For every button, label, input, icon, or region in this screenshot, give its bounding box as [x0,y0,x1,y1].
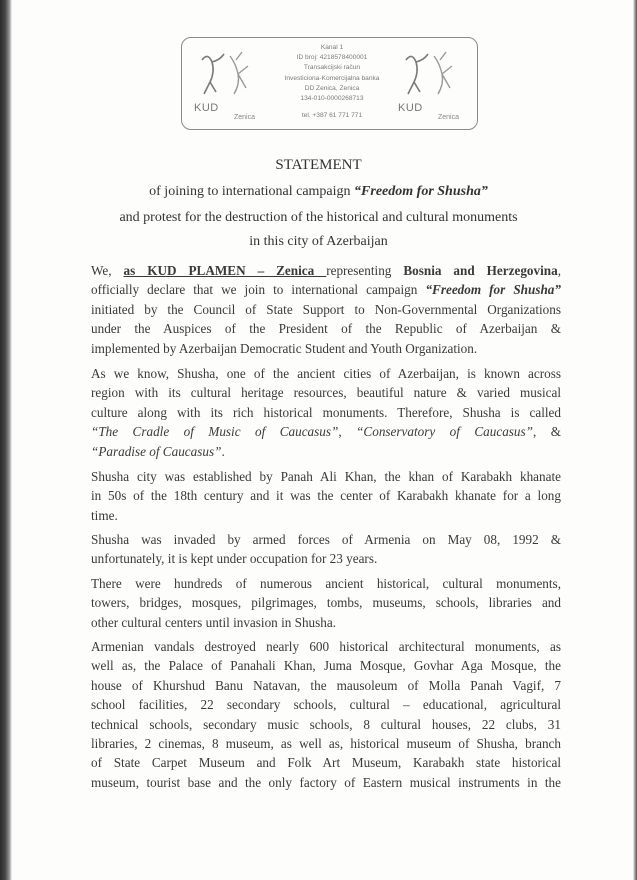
document-title: STATEMENT [275,157,362,173]
text-line: region with its cultural heritage resources, beautiful nature & varied musical [91,385,561,401]
text-line [91,422,561,441]
text: officially declare that we join to international campaign [91,282,426,298]
subtitle-line-1 [0,184,637,200]
stamp-line: Investiciona-Komercijalna banka [284,74,380,82]
text: representing [326,263,404,278]
stamp-text [267,43,397,121]
text-line: time. [91,507,118,523]
subtitle-line-3: in this city of Azerbaijan [249,234,388,249]
paragraph-shusha-culture [91,364,561,461]
text-line: house of Khurshud Banu Natavan, the mausoleum of Molla Panah Vagif, 7 [91,677,561,693]
stamp-line: DD Zenica, Zenica [304,84,360,92]
text-line: of State Carpet Museum and Folk Art Museum, Karabakh state historical [91,755,561,771]
text-line: in 50s of the 18th century and it was the center of Karabakh khanate for a long [91,488,561,504]
campaign-name: “Freedom for Shusha” [354,184,488,199]
text-line: implemented by Azerbaijan Democratic Student and Youth Organization. [91,340,478,356]
text-line: libraries, 2 cinemas, 8 museum, as well as, historical museum of Shusha, branch [91,736,561,752]
paragraph-history [91,467,561,525]
stamp-line: Kanal 1 [320,44,344,51]
text-line: other cultural centers until invasion in Shusha. [91,614,337,630]
text-line: Armenian vandals destroyed nearly 600 historical architectural monuments, as [91,639,561,654]
text: . [221,443,225,459]
text-line [91,261,561,280]
logo-city-text: Zenica [438,114,460,121]
paragraph-declaration [91,261,561,358]
text-line [91,442,561,461]
campaign-name: “Freedom for Shusha” [425,282,561,298]
text: , & [533,424,561,440]
paragraph-destruction [91,637,561,792]
stamp-line: Transakcijski račun [303,64,361,72]
text: , [557,263,562,278]
epithet: “The Cradle of Music of Caucasus” [91,424,339,440]
text-line: unfortunately, it is kept under occupation for 23 years. [91,551,378,567]
logo-kud-text: KUD [194,102,219,114]
subtitle-line-2: and protest for the destruction of the historical and cultural monuments [119,210,518,225]
kud-logo-left [190,48,270,124]
organization-stamp [181,37,478,130]
dancers-icon [394,48,474,108]
text-line: Shusha city was established by Panah Ali Khan, the khan of Karabakh khanate [91,469,561,484]
text-line: museum, tourist base and the only factory of Eastern musical instruments in the [91,774,561,790]
text-line: initiated by the Council of State Support to Non-Governmental Organizations [91,301,561,317]
dancers-icon [190,48,270,108]
scan-edge-right [633,0,637,880]
paragraph-occupation [91,530,561,569]
text-line: There were hundreds of numerous ancient historical, cultural monuments, [91,576,561,591]
text-line: school facilities, 22 secondary schools, cultural – educational, agricultural [91,697,561,713]
organization-name: as KUD PLAMEN – Zenica [123,263,327,278]
kud-logo-right [394,48,474,124]
paragraph-monuments [91,574,561,632]
epithet: “Conservatory of Caucasus” [356,424,533,440]
text-line: under the Auspices of the President of the Republic of Azerbaijan & [91,321,561,337]
country-name: Bosnia and Herzegovina [403,263,558,278]
text-line: culture along with its rich historical monuments. Therefore, Shusha is called [91,404,561,420]
stamp-line: ID broj: 4218578400001 [296,54,368,62]
text-line: technical schools, secondary music schools, 8 cultural houses, 22 clubs, 31 [91,716,561,732]
text-line: As we know, Shusha, one of the ancient cities of Azerbaijan, is known across [91,366,561,381]
text-line: Shusha was invaded by armed forces of Armenia on May 08, 1992 & [91,532,561,547]
text-line: towers, bridges, mosques, pilgrimages, tombs, museums, schools, libraries and [91,595,561,611]
text: We, [91,263,124,278]
stamp-line: 134-010-0000268713 [300,95,364,103]
scan-edge-left [0,0,12,880]
logo-city-text: Zenica [234,114,256,121]
logo-kud-text: KUD [398,102,423,114]
text: , [338,424,357,440]
subtitle-text: of joining to international campaign [149,184,355,199]
epithet: “Paradise of Caucasus” [91,443,222,459]
stamp-line: tel. +387 61 771 771 [301,112,363,120]
text-line: well as, the Palace of Panahali Khan, Juma Mosque, Govhar Aga Mosque, the [91,658,561,674]
text-line [91,280,561,299]
